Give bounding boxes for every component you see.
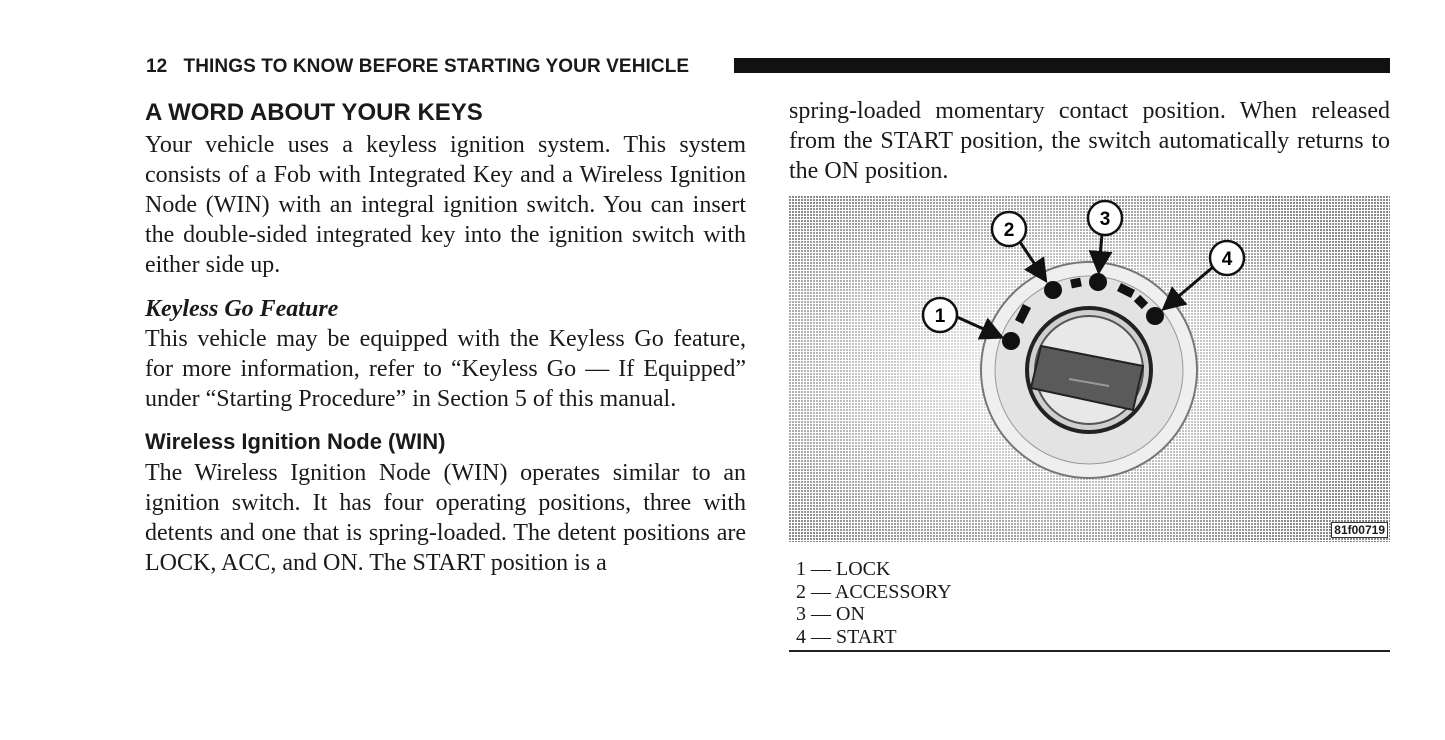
callout-label: 3: [1099, 209, 1111, 230]
legend-item: [796, 603, 1390, 626]
callout-1: [923, 298, 957, 332]
ignition-illustration: [789, 196, 1390, 542]
header-text: [146, 55, 689, 79]
section-heading: A WORD ABOUT YOUR KEYS: [145, 99, 483, 126]
callout-2: [992, 212, 1026, 246]
on-position-dot: [1089, 273, 1107, 291]
callout-label: 4: [1221, 249, 1233, 270]
page-number: 12: [146, 56, 168, 77]
win-paragraph: The Wireless Ignition Node (WIN) operates similar to an ignition switch. It has four operating positions, three with detents and one that is spring-loaded. The detent positions are LOCK, ACC, and ON. The START position is a: [145, 460, 746, 576]
legend-rule: [789, 650, 1390, 652]
legend-item: [796, 626, 1390, 649]
legend-separator: —: [811, 580, 831, 603]
lock-position-dot: [1002, 332, 1020, 350]
header-rule: [734, 58, 1390, 73]
accessory-position-dot: [1044, 281, 1062, 299]
legend-label: START: [836, 625, 897, 648]
intro-paragraph: Your vehicle uses a keyless ignition system. This system consists of a Fob with Integrated Key and a Wireless Ignition Node (WIN) with an integral ignition switch. You can insert the double-sided integrated key into the ignition switch with either side up.: [145, 132, 746, 278]
header-title: THINGS TO KNOW BEFORE STARTING YOUR VEHICLE: [183, 56, 690, 77]
legend-label: ON: [836, 603, 865, 625]
keyless-go-heading: Keyless Go Feature: [145, 296, 339, 322]
callout-4: [1210, 241, 1244, 275]
legend-label: ACCESSORY: [834, 580, 952, 603]
legend-separator: —: [811, 603, 831, 625]
legend-item: [796, 558, 1390, 581]
ignition-switch-figure: [789, 196, 1390, 542]
continued-paragraph: spring-loaded momentary contact position. When released from the START position, the switch automatically returns to the ON position.: [789, 98, 1390, 184]
left-column: [145, 96, 746, 578]
callout-3: [1088, 201, 1122, 235]
legend-separator: —: [811, 625, 831, 648]
right-column: [789, 96, 1390, 186]
detent-mark: [1071, 282, 1081, 284]
legend-number: 4: [796, 625, 806, 648]
legend-label: LOCK: [836, 558, 891, 580]
figure-legend: [796, 558, 1390, 648]
legend-number: 2: [796, 580, 806, 603]
legend-number: 3: [796, 603, 806, 625]
keyless-go-paragraph: This vehicle may be equipped with the Keyless Go feature, for more information, refer to “Keyless Go — If Equipped” under “Starting Procedure” in Section 5 of this manual.: [145, 326, 746, 412]
legend-number: 1: [796, 558, 806, 580]
win-heading: Wireless Ignition Node (WIN): [145, 429, 446, 454]
callout-label: 1: [934, 306, 946, 327]
callout-label: 2: [1003, 220, 1015, 241]
legend-separator: —: [811, 558, 831, 580]
legend-item: [796, 581, 1390, 604]
start-position-dot: [1146, 307, 1164, 325]
running-header: [146, 55, 1390, 79]
figure-code: 81f00719: [1331, 522, 1388, 538]
